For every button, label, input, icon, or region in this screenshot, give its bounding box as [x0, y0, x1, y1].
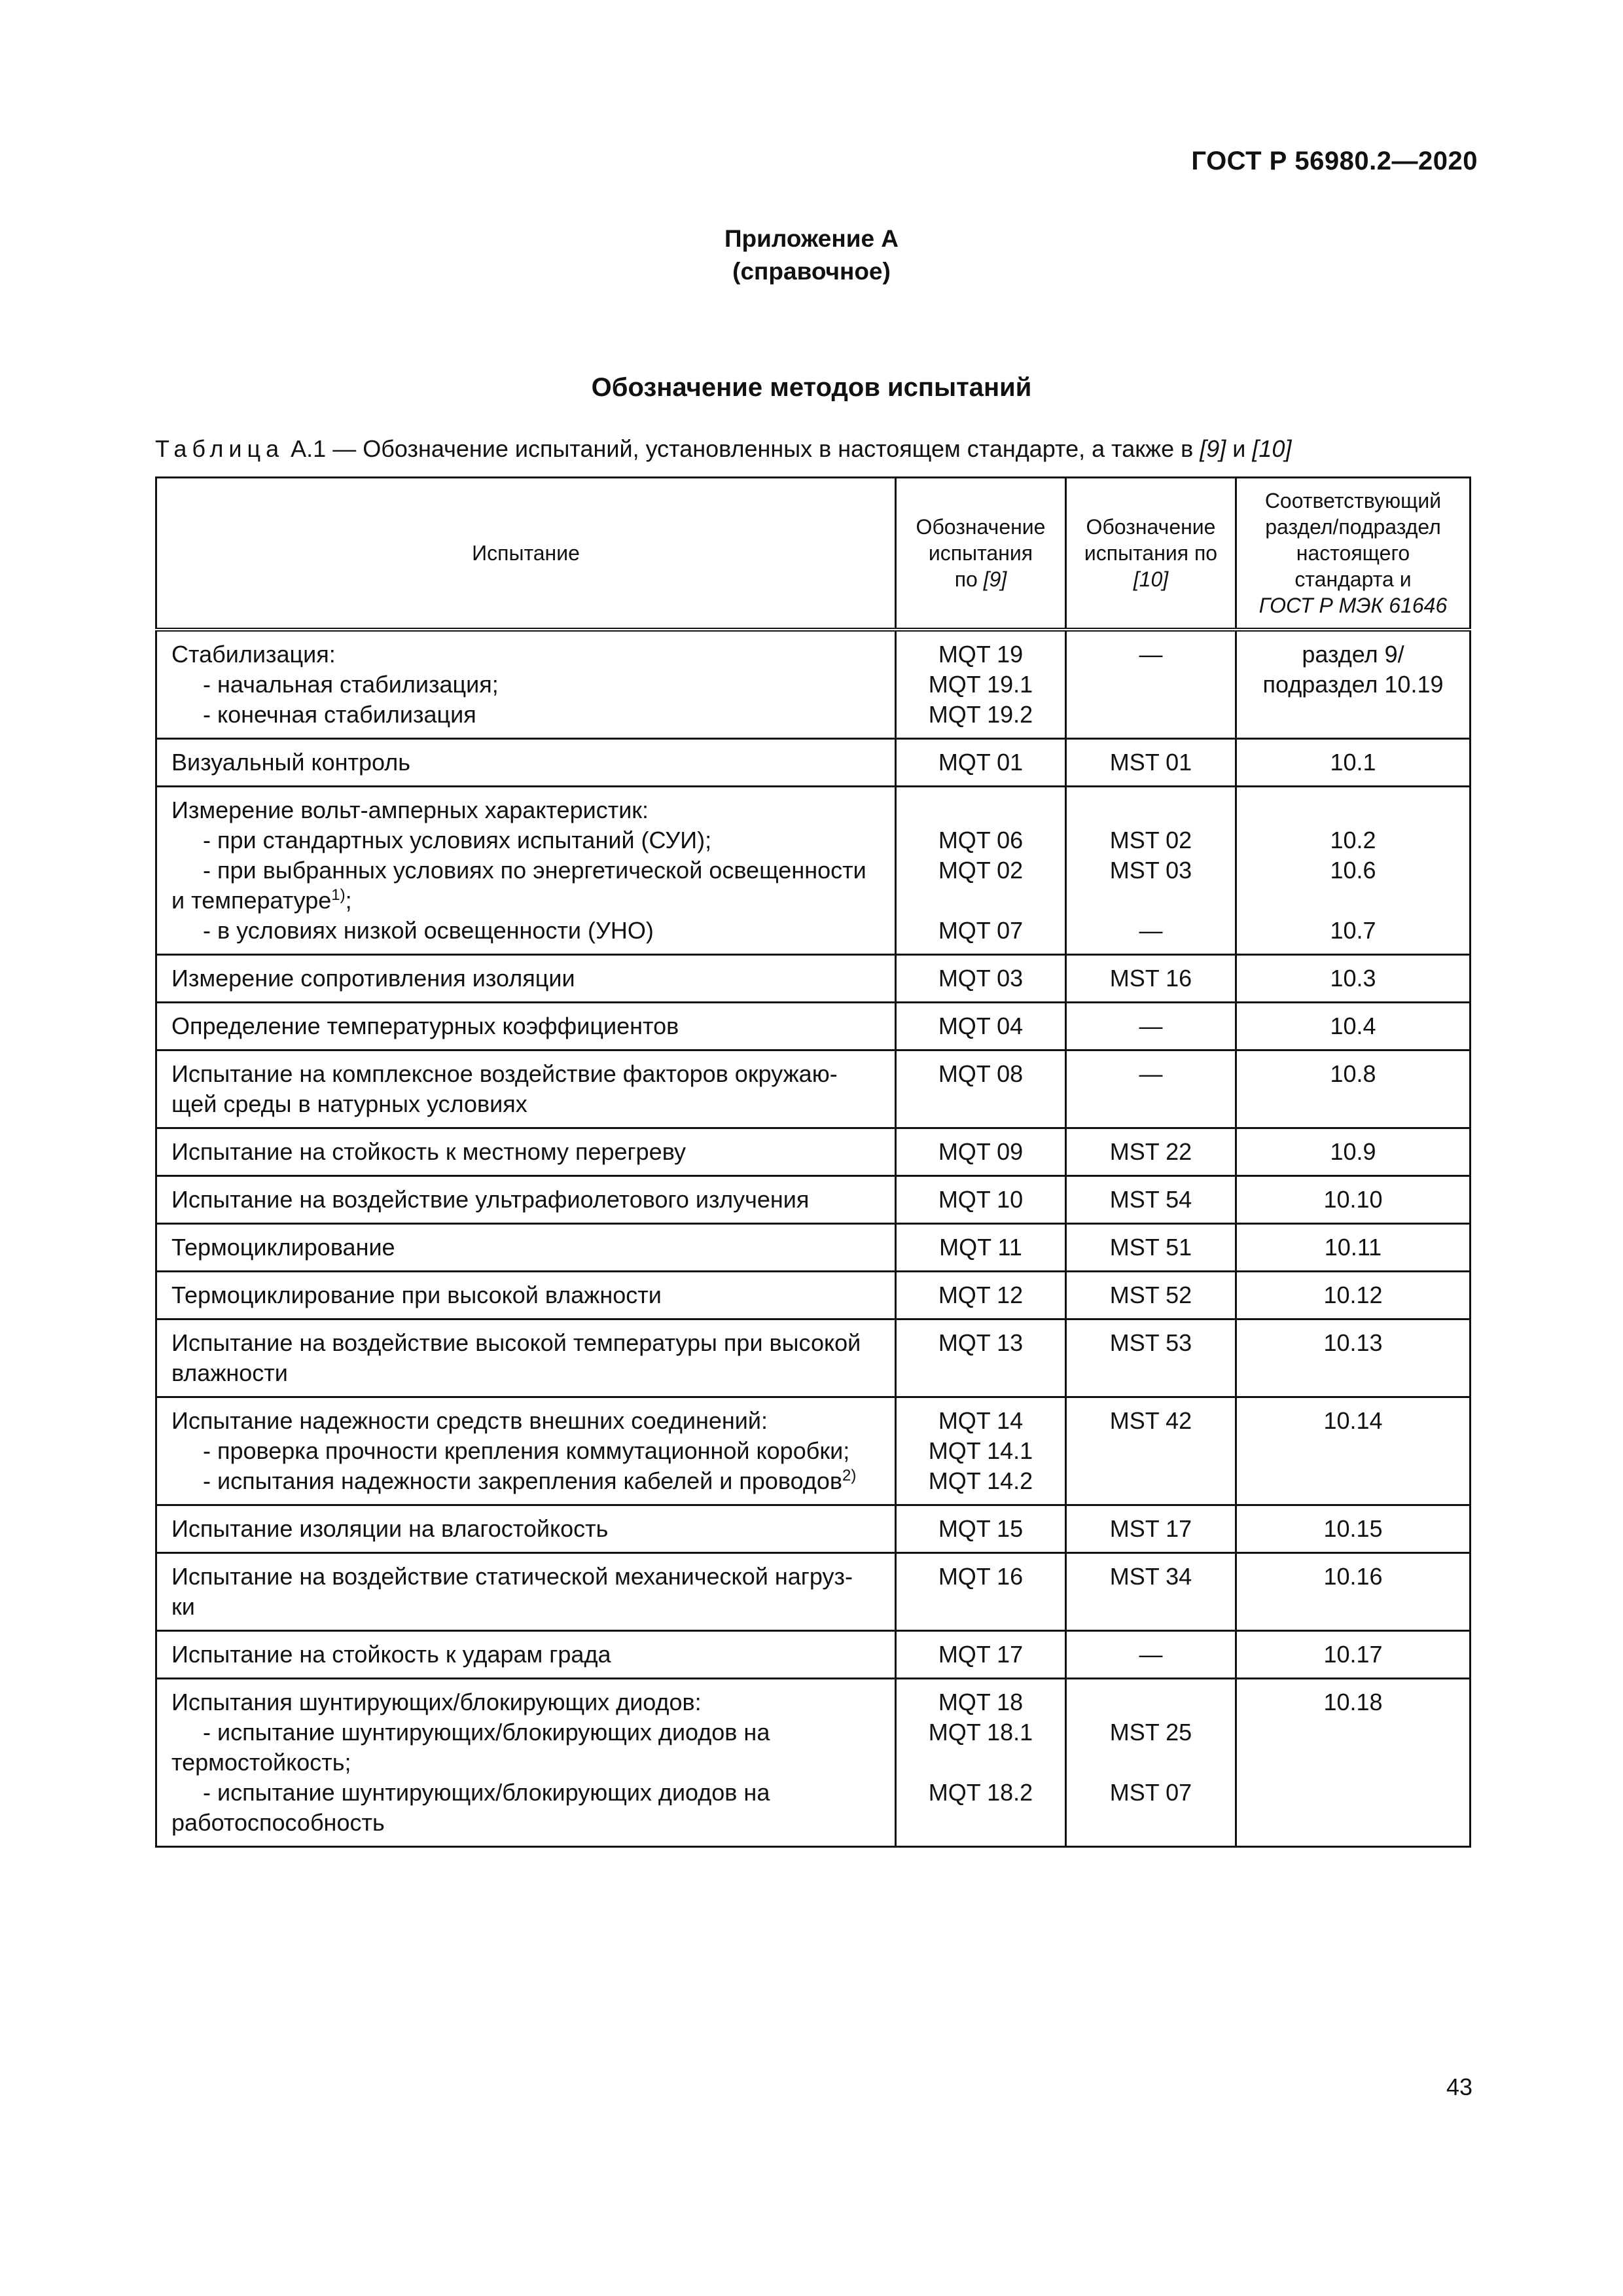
table-row — [156, 1176, 1471, 1224]
test-sub-item-continued — [171, 886, 880, 916]
header-section-line: Соответствующий — [1264, 489, 1442, 512]
table-row — [156, 1050, 1471, 1128]
test-name: Измерение вольт-амперных характеристик: — [171, 797, 649, 823]
header-code-10-line: испытания по — [1084, 541, 1218, 565]
cell-code-9: MQT 15 — [896, 1505, 1066, 1553]
test-name: Испытание надежности средств внешних соединений: — [171, 1407, 768, 1434]
header-code-10 — [1066, 478, 1236, 630]
cell-test — [156, 630, 896, 739]
page-number: 43 — [1446, 2073, 1472, 2100]
caption-and: и — [1232, 435, 1246, 462]
appendix-title: Приложение А — [724, 225, 899, 252]
cell-test — [156, 1050, 896, 1128]
footnote-ref: 2) — [842, 1467, 857, 1484]
cell-code-10: MST 22 — [1066, 1128, 1236, 1176]
cell-section: 10.16 — [1236, 1553, 1471, 1631]
test-sub-item: - испытание шунтирующих/блокирующих диодов на — [203, 1719, 770, 1746]
cell-code-9: MQT 09 — [896, 1128, 1066, 1176]
code-9-value: MQT 06 — [938, 827, 1024, 853]
cell-section: 10.15 — [1236, 1505, 1471, 1553]
caption-number: А.1 — [291, 435, 327, 462]
cell-section: 10.12 — [1236, 1272, 1471, 1319]
cell-code-10: MST 16 — [1066, 955, 1236, 1003]
cell-section — [1236, 787, 1471, 955]
test-sub-item-text: и температуре — [171, 887, 332, 914]
table-row — [156, 1631, 1471, 1679]
cell-test: Определение температурных коэффициентов — [156, 1003, 896, 1050]
cell-code-10: MST 17 — [1066, 1505, 1236, 1553]
footnote-ref: 1) — [331, 886, 346, 904]
table-row — [156, 1224, 1471, 1272]
cell-section — [1236, 1397, 1471, 1505]
section-value: подраздел 10.19 — [1262, 671, 1444, 698]
cell-code-10 — [1066, 1679, 1236, 1847]
section-value: 10.7 — [1330, 917, 1376, 944]
cell-code-9: MQT 13 — [896, 1319, 1066, 1397]
caption-ref-10: [10] — [1252, 435, 1292, 462]
test-name: Испытание на комплексное воздействие факторов окружаю- — [171, 1060, 838, 1087]
table-row — [156, 1128, 1471, 1176]
code-9-value: MQT 07 — [938, 917, 1024, 944]
cell-section: 10.3 — [1236, 955, 1471, 1003]
test-sub-item-text: - испытания надежности закрепления кабелей и проводов — [203, 1467, 842, 1494]
cell-code-10: MST 01 — [1066, 739, 1236, 787]
header-section-line: раздел/подраздел — [1265, 515, 1441, 539]
appendix-subtitle: (справочное) — [732, 258, 891, 285]
section-value: 10.2 — [1330, 827, 1376, 853]
cell-section: 10.10 — [1236, 1176, 1471, 1224]
table-row — [156, 1505, 1471, 1553]
test-name: Испытания шунтирующих/блокирующих диодов: — [171, 1689, 702, 1715]
cell-code-9: MQT 08 — [896, 1050, 1066, 1128]
cell-test: Термоциклирование — [156, 1224, 896, 1272]
cell-section: 10.4 — [1236, 1003, 1471, 1050]
cell-test — [156, 1397, 896, 1505]
cell-code-10: MST 52 — [1066, 1272, 1236, 1319]
caption-label: Таблица — [155, 435, 285, 462]
cell-code-9: MQT 10 — [896, 1176, 1066, 1224]
cell-code-10: MST 34 — [1066, 1553, 1236, 1631]
cell-test: Измерение сопротивления изоляции — [156, 955, 896, 1003]
document-code: ГОСТ Р 56980.2—2020 — [1191, 147, 1478, 175]
cell-code-10 — [1066, 787, 1236, 955]
code-9-value: MQT 19.2 — [928, 701, 1033, 728]
table-row — [156, 787, 1471, 955]
cell-test: Термоциклирование при высокой влажности — [156, 1272, 896, 1319]
code-9-value: MQT 14.1 — [928, 1437, 1033, 1464]
code-10-value: MST 42 — [1109, 1407, 1192, 1434]
test-sub-item-continued: термостойкость; — [171, 1749, 351, 1776]
test-name: ки — [171, 1593, 195, 1620]
test-sub-item: - испытание шунтирующих/блокирующих диодов на — [203, 1779, 770, 1806]
code-10-value: — — [1139, 641, 1163, 668]
cell-code-10: — — [1066, 1003, 1236, 1050]
section-value: раздел 9/ — [1302, 641, 1404, 668]
header-test — [156, 478, 896, 630]
tests-table — [155, 476, 1471, 1848]
table-row — [156, 630, 1471, 739]
header-code-9-line: испытания — [928, 541, 1033, 565]
cell-section: 10.11 — [1236, 1224, 1471, 1272]
cell-section — [1236, 1679, 1471, 1847]
cell-code-9 — [896, 1679, 1066, 1847]
cell-code-10: MST 54 — [1066, 1176, 1236, 1224]
header-section — [1236, 478, 1471, 630]
test-name: щей среды в натурных условиях — [171, 1090, 527, 1117]
table-row — [156, 1397, 1471, 1505]
cell-test — [156, 1553, 896, 1631]
code-9-value: MQT 02 — [938, 857, 1024, 884]
header-code-9-line: Обозначение — [916, 515, 1046, 539]
cell-test: Визуальный контроль — [156, 739, 896, 787]
code-9-value: MQT 19.1 — [928, 671, 1033, 698]
cell-code-9: MQT 03 — [896, 955, 1066, 1003]
table-row — [156, 1679, 1471, 1847]
cell-code-10 — [1066, 1397, 1236, 1505]
cell-code-9: MQT 17 — [896, 1631, 1066, 1679]
cell-code-9 — [896, 1397, 1066, 1505]
cell-test — [156, 1319, 896, 1397]
cell-code-10: — — [1066, 1631, 1236, 1679]
table-row — [156, 1319, 1471, 1397]
section-value: 10.18 — [1323, 1689, 1383, 1715]
code-9-value: MQT 14 — [938, 1407, 1024, 1434]
header-section-line: настоящего — [1296, 541, 1410, 565]
code-9-value: MQT 19 — [938, 641, 1024, 668]
test-name: Испытание на воздействие статической механической нагруз- — [171, 1563, 853, 1590]
cell-code-10: MST 53 — [1066, 1319, 1236, 1397]
test-sub-item: - при выбранных условиях по энергетической освещенности — [203, 857, 866, 884]
cell-code-9: MQT 12 — [896, 1272, 1066, 1319]
test-name: Испытание на воздействие высокой температуры при высокой — [171, 1329, 861, 1356]
test-sub-item — [171, 1466, 880, 1496]
test-sub-item-continued: работоспособность — [171, 1809, 385, 1836]
code-9-value: MQT 18.2 — [928, 1779, 1033, 1806]
header-code-10-ref: [10] — [1133, 567, 1169, 591]
header-code-10-line: Обозначение — [1086, 515, 1216, 539]
test-sub-item-text: ; — [345, 887, 352, 914]
test-name: Стабилизация: — [171, 641, 336, 668]
appendix-heading — [0, 223, 1623, 288]
cell-code-10: MST 51 — [1066, 1224, 1236, 1272]
table-row — [156, 1272, 1471, 1319]
code-10-value: MST 07 — [1109, 1779, 1192, 1806]
code-10-value: MST 02 — [1109, 827, 1192, 853]
table-row — [156, 1003, 1471, 1050]
test-sub-item: - в условиях низкой освещенности (УНО) — [203, 917, 654, 944]
code-10-value: MST 03 — [1109, 857, 1192, 884]
table-row — [156, 1553, 1471, 1631]
code-10-value: MST 25 — [1109, 1719, 1192, 1746]
cell-section: 10.13 — [1236, 1319, 1471, 1397]
cell-code-9: MQT 04 — [896, 1003, 1066, 1050]
code-9-value: MQT 18.1 — [928, 1719, 1033, 1746]
cell-test — [156, 1679, 896, 1847]
cell-code-9 — [896, 787, 1066, 955]
cell-code-10 — [1066, 630, 1236, 739]
cell-code-9 — [896, 630, 1066, 739]
code-9-value: MQT 18 — [938, 1689, 1024, 1715]
test-sub-item: - проверка прочности крепления коммутационной коробки; — [203, 1437, 850, 1464]
table-header-row — [156, 478, 1471, 630]
cell-test: Испытание на воздействие ультрафиолетового излучения — [156, 1176, 896, 1224]
cell-code-9: MQT 11 — [896, 1224, 1066, 1272]
cell-test: Испытание изоляции на влагостойкость — [156, 1505, 896, 1553]
test-sub-item: - конечная стабилизация — [203, 701, 476, 728]
cell-section: 10.8 — [1236, 1050, 1471, 1128]
code-9-value: MQT 14.2 — [928, 1467, 1033, 1494]
cell-test: Испытание на стойкость к местному перегреву — [156, 1128, 896, 1176]
cell-section: 10.1 — [1236, 739, 1471, 787]
test-sub-item: - при стандартных условиях испытаний (СУИ); — [203, 827, 712, 853]
code-10-value: — — [1139, 917, 1163, 944]
cell-test — [156, 787, 896, 955]
cell-section: 10.17 — [1236, 1631, 1471, 1679]
section-title: Обозначение методов испытаний — [591, 373, 1032, 402]
table-row — [156, 739, 1471, 787]
caption-ref-9: [9] — [1200, 435, 1226, 462]
section-value: 10.6 — [1330, 857, 1376, 884]
section-value: 10.14 — [1323, 1407, 1383, 1434]
header-code-9-line: по — [954, 567, 978, 591]
test-sub-item: - начальная стабилизация; — [203, 671, 499, 698]
header-code-9-ref: [9] — [983, 567, 1007, 591]
table-row — [156, 955, 1471, 1003]
test-name: влажности — [171, 1359, 288, 1386]
cell-code-10: — — [1066, 1050, 1236, 1128]
header-test-label: Испытание — [472, 541, 580, 565]
cell-code-9: MQT 01 — [896, 739, 1066, 787]
header-section-line: стандарта и — [1294, 567, 1412, 591]
cell-section: 10.9 — [1236, 1128, 1471, 1176]
cell-code-9: MQT 16 — [896, 1553, 1066, 1631]
cell-test: Испытание на стойкость к ударам града — [156, 1631, 896, 1679]
header-code-9 — [896, 478, 1066, 630]
caption-text: — Обозначение испытаний, установленных в настоящем стандарте, а также в — [332, 435, 1194, 462]
table-caption — [155, 435, 1291, 463]
header-section-standard: ГОСТ Р МЭК 61646 — [1258, 594, 1448, 617]
cell-section — [1236, 630, 1471, 739]
